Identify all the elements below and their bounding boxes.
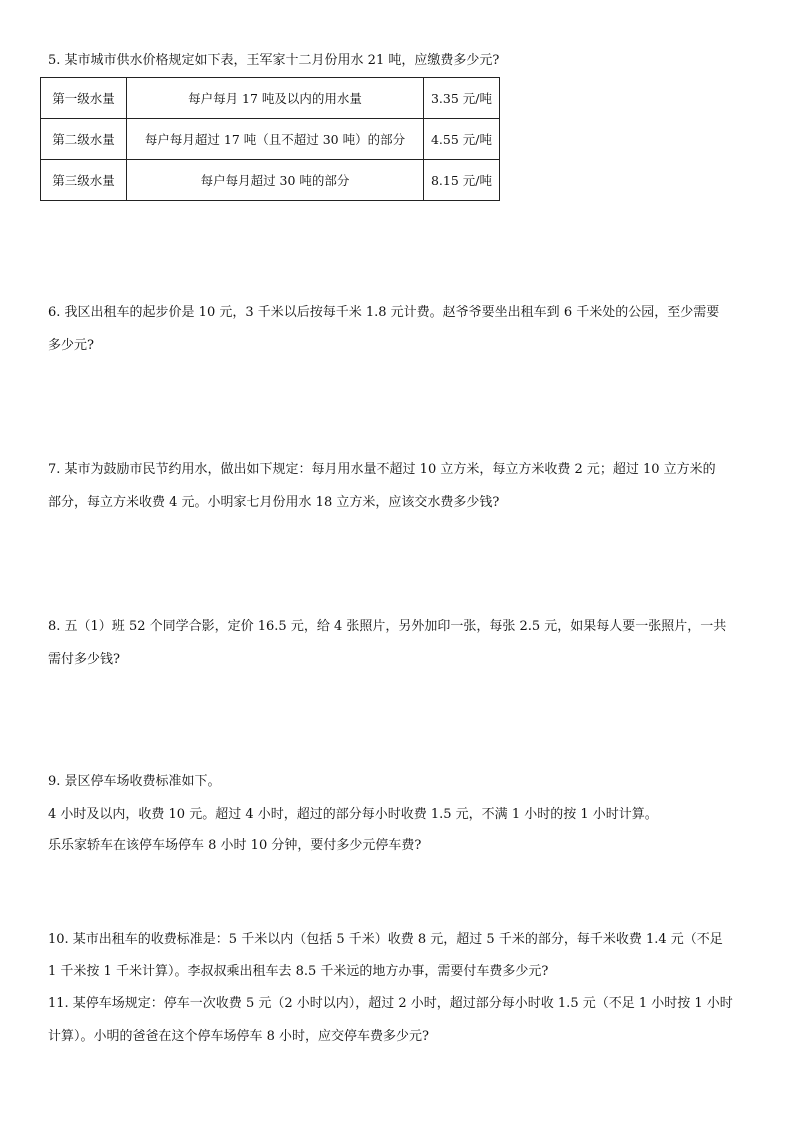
table-cell: 第二级水量: [41, 119, 127, 160]
question-text-line: 10. 某市出租车的收费标准是：5 千米以内（包括 5 千米）收费 8 元，超过 5 千米的部分，每千米收费 1.4 元（不足: [48, 932, 723, 947]
question-text-line: 多少元?: [48, 338, 94, 353]
table-cell: 4.55 元/吨: [424, 119, 500, 160]
question-text-line: 4 小时及以内，收费 10 元。超过 4 小时，超过的部分每小时收费 1.5 元，不满 1 小时的按 1 小时计算。: [48, 807, 658, 822]
table-cell: 8.15 元/吨: [424, 160, 500, 201]
question-5-text: 5. 某市城市供水价格规定如下表，王军家十二月份用水 21 吨，应缴费多少元?: [48, 53, 500, 68]
table-cell: 每户每月超过 17 吨（且不超过 30 吨）的部分: [127, 119, 424, 160]
question-text-line: 乐乐家轿车在该停车场停车 8 小时 10 分钟，要付多少元停车费?: [48, 838, 422, 853]
table-cell: 第一级水量: [41, 78, 127, 119]
table-cell: 第三级水量: [41, 160, 127, 201]
question-text-line: 9. 景区停车场收费标准如下。: [48, 774, 221, 789]
table-cell: 每户每月 17 吨及以内的用水量: [127, 78, 424, 119]
table-row: [41, 119, 500, 160]
water-price-table: [40, 77, 500, 201]
question-text-line: 需付多少钱?: [48, 652, 120, 667]
question-text-line: 计算）。小明的爸爸在这个停车场停车 8 小时，应交停车费多少元?: [48, 1029, 430, 1044]
table-row: [41, 160, 500, 201]
question-text-line: 部分，每立方米收费 4 元。小明家七月份用水 18 立方米，应该交水费多少钱?: [48, 495, 500, 510]
table-cell: 3.35 元/吨: [424, 78, 500, 119]
table-row: [41, 78, 500, 119]
question-text-line: 11. 某停车场规定：停车一次收费 5 元（2 小时以内），超过 2 小时，超过部分每小时收 1.5 元（不足 1 小时按 1 小时: [48, 996, 733, 1011]
question-text-line: 1 千米按 1 千米计算）。李叔叔乘出租车去 8.5 千米远的地方办事，需要付车费多少元?: [48, 964, 549, 979]
table-cell: 每户每月超过 30 吨的部分: [127, 160, 424, 201]
question-text-line: 7. 某市为鼓励市民节约用水，做出如下规定：每月用水量不超过 10 立方米，每立方米收费 2 元；超过 10 立方米的: [48, 462, 716, 477]
question-text-line: 8. 五（1）班 52 个同学合影，定价 16.5 元，给 4 张照片，另外加印一张，每张 2.5 元，如果每人要一张照片，一共: [48, 619, 727, 634]
question-text-line: 6. 我区出租车的起步价是 10 元，3 千米以后按每千米 1.8 元计费。赵爷爷要坐出租车到 6 千米处的公园，至少需要: [48, 305, 720, 320]
